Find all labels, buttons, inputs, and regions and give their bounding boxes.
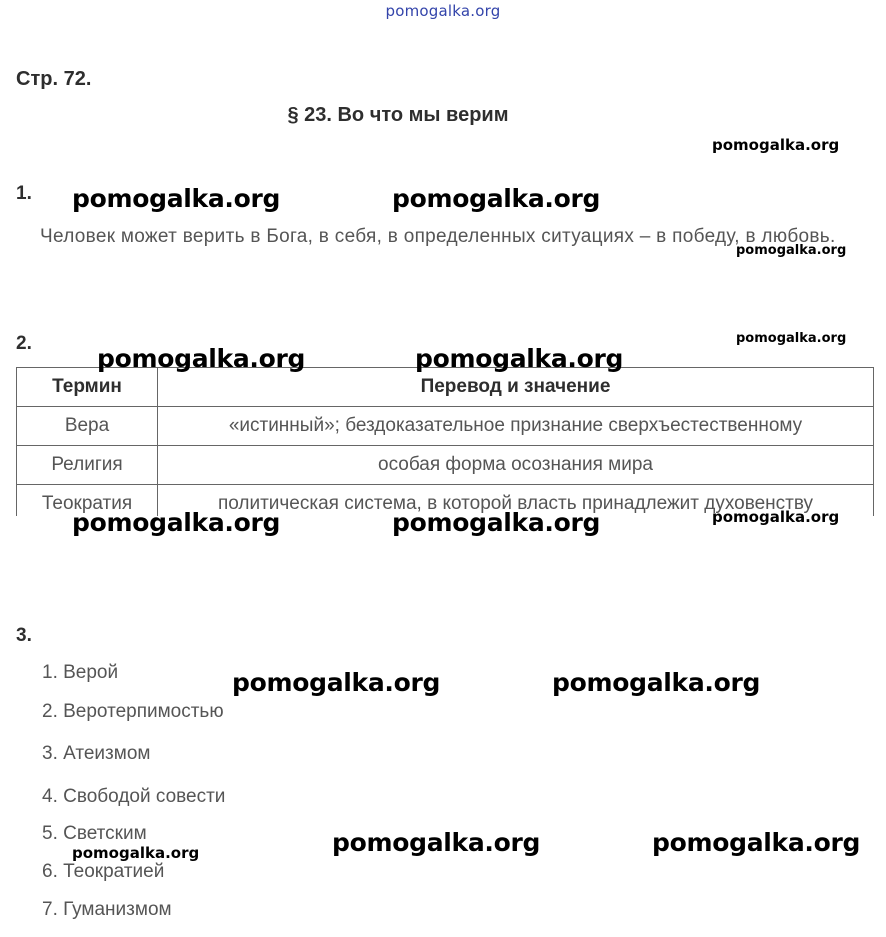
watermark: pomogalka.org xyxy=(736,243,847,258)
watermark: pomogalka.org xyxy=(97,344,306,373)
watermark: pomogalka.org xyxy=(72,508,281,537)
watermark: pomogalka.org xyxy=(712,136,840,154)
meaning-cell: «истинный»; бездоказательное признание сверхъестественному xyxy=(158,407,874,446)
term-cell: Теократия xyxy=(17,485,158,524)
watermark: pomogalka.org xyxy=(736,331,847,346)
list-item: 4. Свободой совести xyxy=(42,786,226,807)
task-2-number: 2. xyxy=(16,333,32,354)
task-1-answer: Человек может верить в Бога, в себя, в определенных ситуациях – в победу, в любовь. xyxy=(40,226,836,247)
watermark: pomogalka.org xyxy=(712,508,840,526)
list-item: 5. Светским xyxy=(42,823,147,844)
table-row xyxy=(17,407,874,446)
terms-table xyxy=(16,367,874,524)
list-item: 2. Веротерпимостью xyxy=(42,701,224,722)
term-cell: Вера xyxy=(17,407,158,446)
header-meaning: Перевод и значение xyxy=(158,368,874,407)
watermark: pomogalka.org xyxy=(232,668,441,697)
term-cell: Религия xyxy=(17,446,158,485)
list-item: 7. Гуманизмом xyxy=(42,899,172,920)
meaning-cell: политическая система, в которой власть принадлежит духовенству xyxy=(158,485,874,524)
watermark: pomogalka.org xyxy=(652,828,861,857)
list-item: 1. Верой xyxy=(42,662,119,683)
meaning-cell: особая форма осознания мира xyxy=(158,446,874,485)
watermark: pomogalka.org xyxy=(415,344,624,373)
header-term: Термин xyxy=(17,368,158,407)
task-1-number: 1. xyxy=(16,183,32,204)
section-title: § 23. Во что мы верим xyxy=(287,104,509,126)
task-3-number: 3. xyxy=(16,625,32,646)
watermark: pomogalka.org xyxy=(392,508,601,537)
table-header-row xyxy=(17,368,874,407)
list-item: 3. Атеизмом xyxy=(42,743,151,764)
page-label: Стр. 72. xyxy=(16,68,92,90)
watermark: pomogalka.org xyxy=(332,828,541,857)
list-item: 6. Теократией xyxy=(42,861,165,882)
table-row xyxy=(17,446,874,485)
watermark: pomogalka.org xyxy=(72,844,200,862)
watermark: pomogalka.org xyxy=(392,184,601,213)
watermark: pomogalka.org xyxy=(552,668,761,697)
site-header-link[interactable]: pomogalka.org xyxy=(385,2,501,20)
watermark: pomogalka.org xyxy=(72,184,281,213)
